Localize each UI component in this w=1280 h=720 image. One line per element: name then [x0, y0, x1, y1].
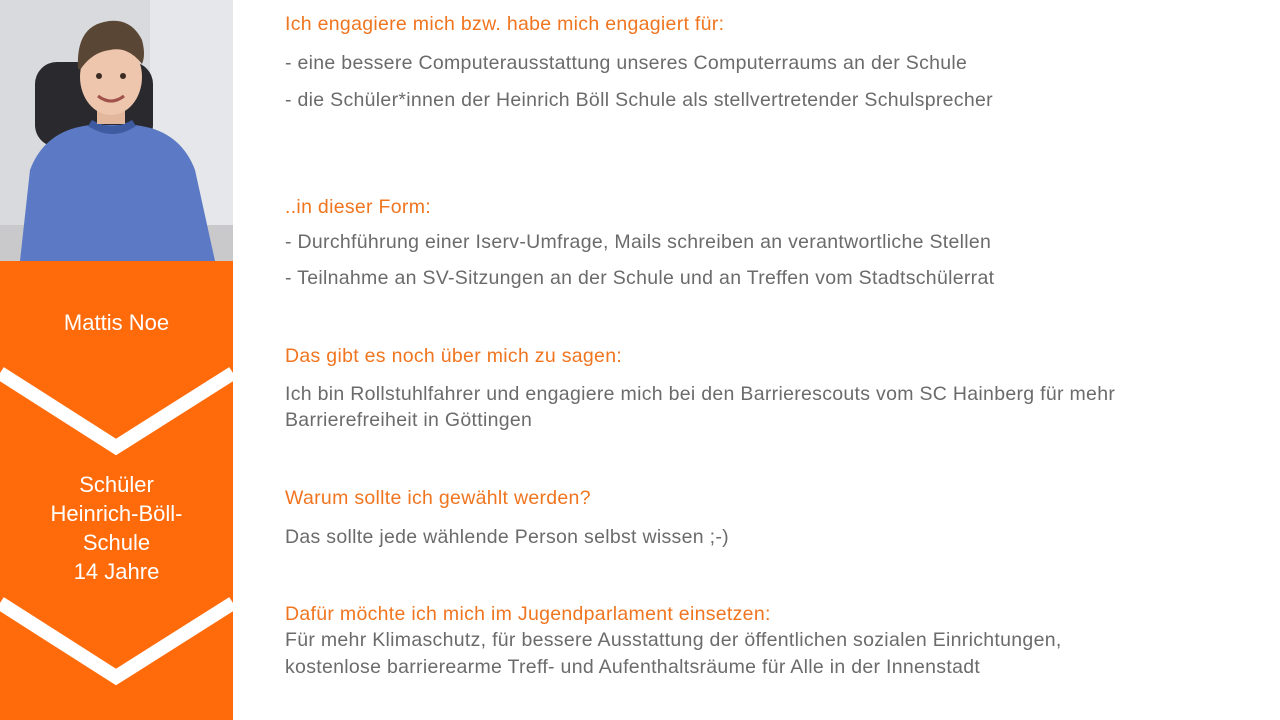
goals-line: kostenlose barrierearme Treff- und Aufenthaltsräume für Alle in der Innenstadt: [285, 656, 981, 678]
why-heading: Warum sollte ich gewählt werden?: [285, 487, 591, 509]
about-text: Ich bin Rollstuhlfahrer und engagiere mich bei den Barrierescouts vom SC Hainberg für mehr Barrierefreiheit in Göttingen: [285, 383, 1116, 431]
goals-line: Für mehr Klimaschutz, für bessere Ausstattung der öffentlichen sozialen Einrichtungen,: [285, 629, 1062, 651]
form-item: - Teilnahme an SV-Sitzungen an der Schule und an Treffen vom Stadtschülerrat: [285, 267, 995, 289]
candidate-name: Mattis Noe: [63, 310, 170, 335]
info-line: 14 Jahre: [73, 559, 160, 584]
info-line: Schüler: [79, 472, 154, 497]
info-line: Heinrich-Böll-: [50, 501, 183, 526]
chevron-decoration: [0, 0, 233, 720]
form-heading: ..in dieser Form:: [285, 196, 431, 218]
engagement-heading: Ich engagiere mich bzw. habe mich engagiert für:: [285, 13, 725, 35]
form-item: - Durchführung einer Iserv-Umfrage, Mails schreiben an verantwortliche Stellen: [285, 231, 992, 253]
engagement-item: - eine bessere Computerausstattung unseres Computerraums an der Schule: [285, 52, 968, 74]
candidate-info: [0, 470, 233, 586]
about-heading: Das gibt es noch über mich zu sagen:: [285, 345, 623, 367]
info-line: Schule: [82, 530, 151, 555]
sidebar: [0, 0, 233, 720]
engagement-item: - die Schüler*innen der Heinrich Böll Schule als stellvertretender Schulsprecher: [285, 89, 993, 111]
goals-heading: Dafür möchte ich mich im Jugendparlament einsetzen:: [285, 603, 771, 625]
why-text: Das sollte jede wählende Person selbst wissen ;-): [285, 526, 729, 548]
